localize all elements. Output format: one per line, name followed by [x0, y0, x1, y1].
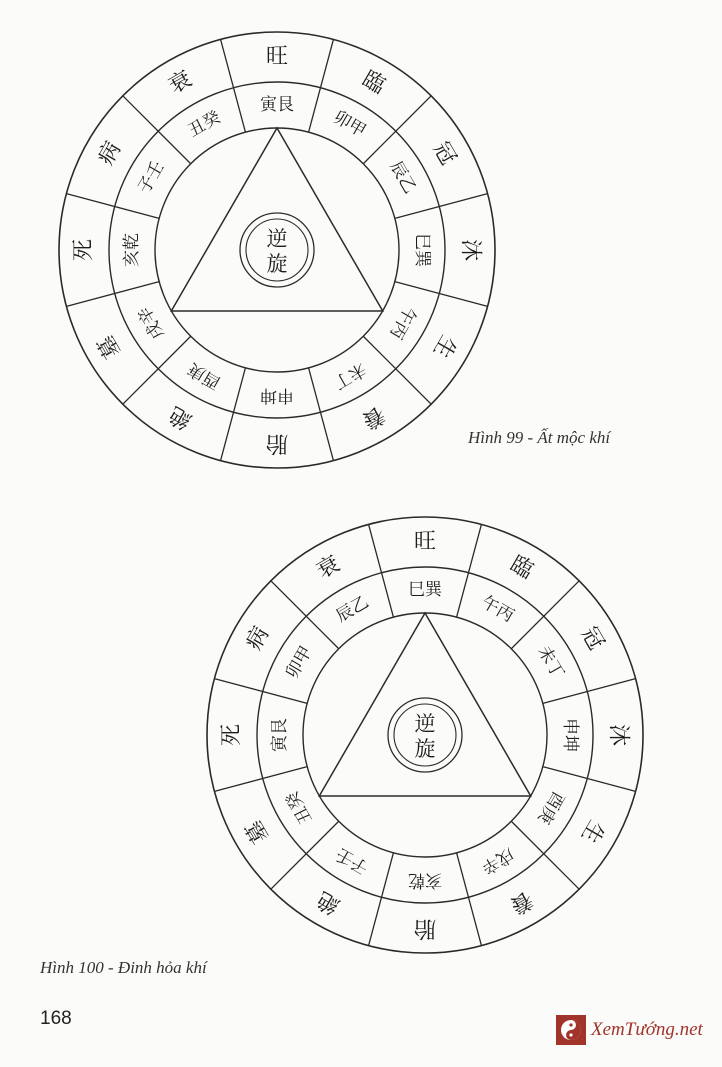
inner-ring-label: 午丙: [477, 592, 518, 627]
page-number: 168: [40, 1008, 72, 1029]
wheel-diagram-99: [52, 25, 502, 475]
inner-ring-label: 辰乙: [385, 157, 420, 198]
outer-ring-label: 冠: [427, 137, 461, 170]
sector-divider: [363, 336, 431, 404]
outer-ring-label: 胎: [265, 430, 289, 456]
outer-ring-label: 養: [357, 400, 390, 434]
center-label-top: 逆: [414, 712, 436, 736]
logo-text: XemTướng.net: [591, 1019, 703, 1040]
inner-ring-label: 未丁: [533, 642, 568, 683]
outer-ring-label: 冠: [575, 622, 609, 655]
figure-caption-99: Hình 99 - Ất mộc khí: [468, 428, 611, 447]
site-logo[interactable]: [556, 1015, 703, 1045]
sector-divider: [511, 581, 579, 649]
outer-ring-label: 旺: [265, 44, 289, 70]
inner-ring-label: 未丁: [329, 358, 370, 393]
outer-ring-label: 沐: [605, 723, 631, 747]
inner-ring-label: 寅艮: [270, 718, 290, 752]
inner-ring-label: 酉庚: [533, 787, 568, 828]
outer-ring-label: 絶: [312, 885, 345, 919]
outer-ring-label: 臨: [357, 66, 390, 100]
outer-ring-label: 死: [219, 723, 245, 747]
outer-ring-label: 生: [427, 330, 461, 363]
outer-ring-label: 死: [71, 238, 97, 262]
inner-ring-label: 戌辛: [477, 843, 518, 878]
sector-divider: [271, 581, 339, 649]
inner-ring-label: 辰乙: [332, 592, 373, 627]
inner-ring-label: 戌辛: [134, 302, 169, 343]
outer-ring-label: 絶: [164, 400, 197, 434]
outer-ring-label: 沐: [457, 238, 483, 262]
outer-ring-label: 旺: [413, 529, 437, 555]
figure-caption-100: Hình 100 - Đinh hỏa khí: [40, 958, 207, 977]
outer-ring-label: 生: [575, 815, 609, 848]
outer-ring-label: 胎: [413, 915, 437, 941]
outer-ring-label: 臨: [505, 551, 538, 585]
sector-divider: [363, 96, 431, 164]
inner-ring-label: 午丙: [385, 302, 420, 343]
outer-ring-label: 衰: [312, 551, 345, 585]
outer-ring-label: 墓: [93, 330, 127, 363]
center-label-bottom: 旋: [266, 252, 288, 276]
inner-ring-label: 亥乾: [408, 870, 442, 890]
sector-divider: [123, 96, 191, 164]
outer-ring-label: 墓: [241, 815, 275, 848]
inner-ring-label: 巳巽: [408, 580, 442, 600]
inner-ring-label: 寅艮: [260, 95, 294, 115]
yin-yang-icon: [556, 1015, 586, 1045]
outer-ring-label: 病: [93, 137, 127, 170]
center-label-bottom: 旋: [414, 737, 436, 761]
sector-divider: [123, 336, 191, 404]
outer-ring-label: 病: [241, 622, 275, 655]
center-label-top: 逆: [266, 227, 288, 251]
inner-ring-label: 申坤: [260, 385, 294, 405]
outer-ring-label: 衰: [164, 66, 197, 100]
inner-ring-label: 卯甲: [282, 642, 317, 683]
inner-ring-label: 亥乾: [122, 233, 142, 267]
inner-ring-label: 卯甲: [329, 107, 370, 142]
inner-ring-label: 丑癸: [184, 107, 225, 142]
inner-ring-label: 巳巽: [412, 233, 432, 267]
sector-divider: [271, 821, 339, 889]
inner-ring-label: 丑癸: [282, 787, 317, 828]
sector-divider: [511, 821, 579, 889]
inner-ring-label: 申坤: [560, 718, 580, 752]
inner-ring-label: 子壬: [332, 843, 373, 878]
inner-ring-label: 酉庚: [184, 358, 225, 393]
wheel-diagram-100: [200, 510, 650, 960]
inner-ring-label: 子壬: [134, 157, 169, 198]
outer-ring-label: 養: [505, 885, 538, 919]
